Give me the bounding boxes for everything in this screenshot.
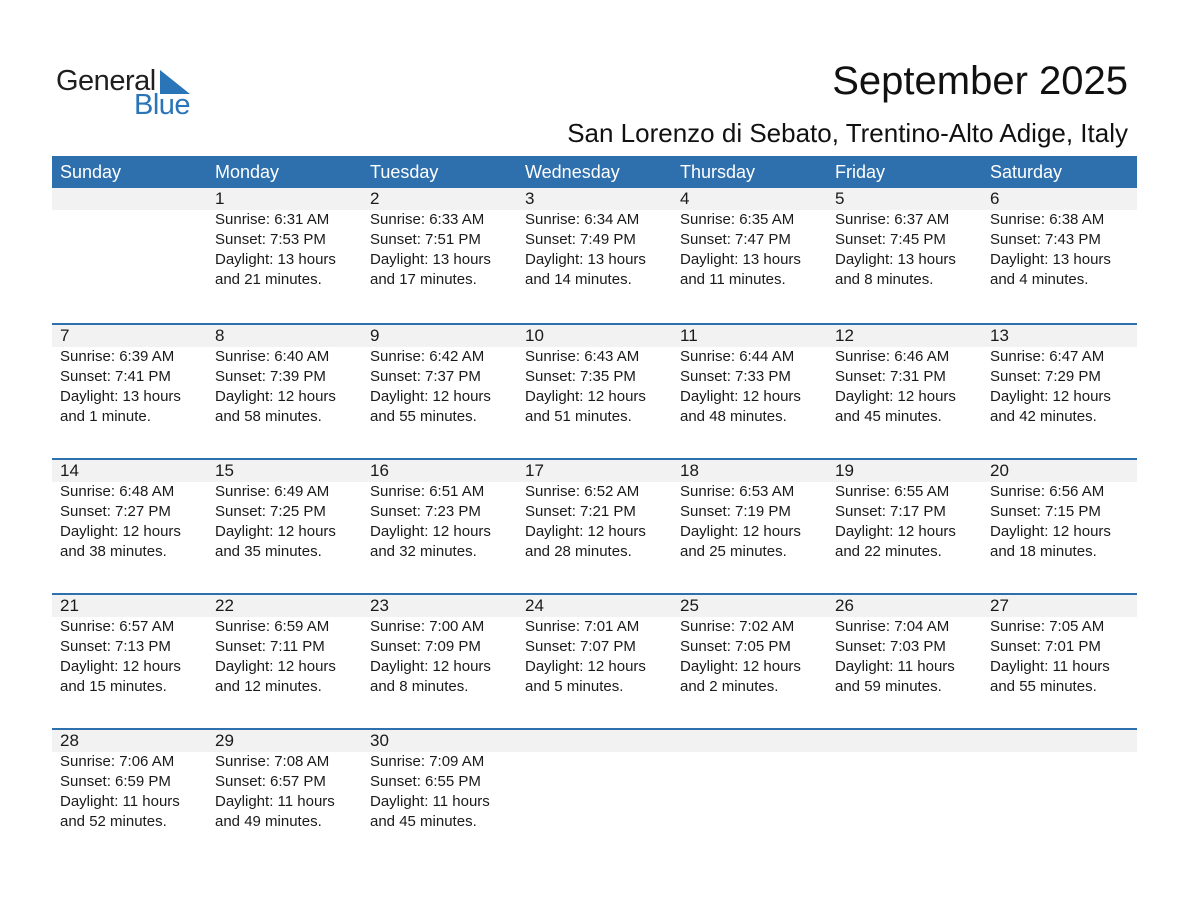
day-cell [517,460,672,562]
sunset-text: Sunset: 7:47 PM [680,231,791,248]
weekday-wednesday: Wednesday [525,162,620,182]
daylight-text: Daylight: 12 hours [835,523,956,540]
empty-day-cell [672,730,827,832]
day-number: 13 [990,326,1009,345]
sunset-text: Sunset: 7:43 PM [990,231,1101,248]
weekday-monday: Monday [215,162,280,182]
day-number: 8 [215,326,225,345]
day-cell [982,188,1137,290]
daylight-text: Daylight: 12 hours [525,388,646,405]
day-cell [517,595,672,697]
sunrise-text: Sunrise: 6:33 AM [370,211,485,228]
daylight-text: Daylight: 12 hours [990,388,1111,405]
daylight-minutes-text: and 45 minutes. [835,408,942,425]
day-cell [52,460,207,562]
daylight-text: Daylight: 12 hours [215,658,336,675]
daylight-text: Daylight: 12 hours [370,523,491,540]
day-cell [982,325,1137,427]
daylight-minutes-text: and 51 minutes. [525,408,632,425]
location-subtitle: San Lorenzo di Sebato, Trentino-Alto Adige, Italy [567,118,1128,148]
day-number: 12 [835,326,854,345]
daylight-text: Daylight: 11 hours [215,793,335,810]
day-number: 17 [525,461,544,480]
sunset-text: Sunset: 7:13 PM [60,638,171,655]
daylight-minutes-text: and 35 minutes. [215,543,322,560]
day-number: 5 [835,189,845,208]
daylight-minutes-text: and 59 minutes. [835,678,942,695]
daylight-minutes-text: and 52 minutes. [60,813,167,830]
week-cells [52,730,1137,832]
daylight-text: Daylight: 11 hours [990,658,1110,675]
sunset-text: Sunset: 7:25 PM [215,503,326,520]
sunset-text: Sunset: 7:09 PM [370,638,481,655]
daylight-text: Daylight: 12 hours [525,658,646,675]
weekday-sunday: Sunday [60,162,122,182]
daylight-minutes-text: and 8 minutes. [835,271,934,288]
daylight-minutes-text: and 45 minutes. [370,813,477,830]
empty-day-cell [52,188,207,290]
sunset-text: Sunset: 7:17 PM [835,503,946,520]
daylight-text: Daylight: 13 hours [370,251,491,268]
sunset-text: Sunset: 6:59 PM [60,773,171,790]
sunrise-text: Sunrise: 7:04 AM [835,618,950,635]
daylight-text: Daylight: 12 hours [60,523,181,540]
daylight-text: Daylight: 12 hours [990,523,1111,540]
sunrise-text: Sunrise: 6:47 AM [990,348,1105,365]
day-number: 24 [525,596,544,615]
daylight-minutes-text: and 21 minutes. [215,271,322,288]
sunrise-text: Sunrise: 6:40 AM [215,348,330,365]
daylight-minutes-text: and 8 minutes. [370,678,469,695]
day-number: 15 [215,461,234,480]
sunrise-text: Sunrise: 6:52 AM [525,483,640,500]
day-cell [207,188,362,290]
sunrise-text: Sunrise: 6:56 AM [990,483,1105,500]
day-number: 18 [680,461,699,480]
sunrise-text: Sunrise: 6:51 AM [370,483,485,500]
sunrise-text: Sunrise: 7:08 AM [215,753,330,770]
day-number: 19 [835,461,854,480]
sunset-text: Sunset: 7:51 PM [370,231,481,248]
day-number: 27 [990,596,1009,615]
day-cell [52,325,207,427]
day-cell [672,460,827,562]
daylight-minutes-text: and 28 minutes. [525,543,632,560]
daylight-minutes-text: and 38 minutes. [60,543,167,560]
daylight-minutes-text: and 32 minutes. [370,543,477,560]
logo-word-blue: Blue [134,89,191,121]
daylight-minutes-text: and 14 minutes. [525,271,632,288]
daylight-text: Daylight: 12 hours [215,388,336,405]
week-row [52,323,1137,458]
weekday-tuesday: Tuesday [370,162,439,182]
week-row [52,593,1137,728]
empty-day-cell [827,730,982,832]
weekday-thursday: Thursday [680,162,756,182]
day-number: 22 [215,596,234,615]
sunset-text: Sunset: 7:03 PM [835,638,946,655]
sunrise-text: Sunrise: 6:43 AM [525,348,640,365]
week-row [52,458,1137,593]
sunset-text: Sunset: 7:29 PM [990,368,1101,385]
empty-day-cell [517,730,672,832]
day-number: 26 [835,596,854,615]
week-row [52,188,1137,323]
sunrise-text: Sunrise: 7:01 AM [525,618,640,635]
day-cell [982,595,1137,697]
sunrise-text: Sunrise: 6:59 AM [215,618,330,635]
sunrise-text: Sunrise: 6:57 AM [60,618,175,635]
day-number: 3 [525,189,535,208]
sunrise-text: Sunrise: 7:00 AM [370,618,485,635]
sunset-text: Sunset: 7:53 PM [215,231,326,248]
day-number: 11 [680,326,698,345]
sunset-text: Sunset: 7:21 PM [525,503,636,520]
daylight-minutes-text: and 2 minutes. [680,678,779,695]
weekday-saturday: Saturday [990,162,1063,182]
day-number: 21 [60,596,79,615]
day-cell [672,595,827,697]
sunrise-text: Sunrise: 7:06 AM [60,753,175,770]
day-cell [672,188,827,290]
daylight-minutes-text: and 55 minutes. [990,678,1097,695]
sunset-text: Sunset: 7:45 PM [835,231,946,248]
daylight-text: Daylight: 13 hours [60,388,181,405]
day-cell [52,730,207,832]
sunset-text: Sunset: 7:23 PM [370,503,481,520]
day-cell [827,595,982,697]
week-cells [52,595,1137,697]
week-row [52,728,1137,863]
daylight-minutes-text: and 49 minutes. [215,813,322,830]
daylight-minutes-text: and 18 minutes. [990,543,1097,560]
calendar-weeks [52,188,1137,863]
daylight-minutes-text: and 1 minute. [60,408,151,425]
daylight-text: Daylight: 12 hours [680,523,801,540]
sunrise-text: Sunrise: 7:02 AM [680,618,795,635]
daylight-minutes-text: and 22 minutes. [835,543,942,560]
sunset-text: Sunset: 7:31 PM [835,368,946,385]
sunset-text: Sunset: 7:39 PM [215,368,326,385]
sunrise-text: Sunrise: 6:34 AM [525,211,640,228]
day-cell [827,325,982,427]
sunset-text: Sunset: 6:55 PM [370,773,481,790]
day-cell [362,730,517,832]
sunrise-text: Sunrise: 6:44 AM [680,348,795,365]
day-number: 10 [525,326,544,345]
day-number: 28 [60,731,79,750]
sunrise-text: Sunrise: 6:48 AM [60,483,175,500]
sunrise-text: Sunrise: 7:09 AM [370,753,485,770]
sunrise-text: Sunrise: 6:37 AM [835,211,950,228]
daylight-text: Daylight: 13 hours [680,251,801,268]
day-cell [52,595,207,697]
daylight-minutes-text: and 12 minutes. [215,678,322,695]
daylight-text: Daylight: 12 hours [215,523,336,540]
sunrise-text: Sunrise: 6:46 AM [835,348,950,365]
sunset-text: Sunset: 7:07 PM [525,638,636,655]
sunset-text: Sunset: 7:33 PM [680,368,791,385]
daylight-minutes-text: and 48 minutes. [680,408,787,425]
daylight-text: Daylight: 12 hours [835,388,956,405]
sunset-text: Sunset: 7:19 PM [680,503,791,520]
daylight-text: Daylight: 11 hours [60,793,180,810]
daylight-minutes-text: and 17 minutes. [370,271,477,288]
calendar [52,156,1137,863]
daylight-text: Daylight: 12 hours [370,388,491,405]
day-number: 7 [60,326,70,345]
sunset-text: Sunset: 7:27 PM [60,503,171,520]
daylight-minutes-text: and 25 minutes. [680,543,787,560]
day-number: 20 [990,461,1009,480]
logo [56,64,196,120]
empty-day-cell [982,730,1137,832]
day-number: 16 [370,461,389,480]
sunset-text: Sunset: 7:41 PM [60,368,171,385]
day-number: 23 [370,596,389,615]
day-cell [362,460,517,562]
day-cell [362,325,517,427]
daylight-minutes-text: and 55 minutes. [370,408,477,425]
week-cells [52,460,1137,562]
sunrise-text: Sunrise: 6:53 AM [680,483,795,500]
sunrise-text: Sunrise: 6:42 AM [370,348,485,365]
sunset-text: Sunset: 7:15 PM [990,503,1101,520]
day-cell [517,188,672,290]
sunrise-text: Sunrise: 6:35 AM [680,211,795,228]
day-cell [362,188,517,290]
day-number: 25 [680,596,699,615]
day-number: 4 [680,189,690,208]
daylight-text: Daylight: 12 hours [60,658,181,675]
week-cells [52,188,1137,290]
day-cell [517,325,672,427]
daylight-minutes-text: and 58 minutes. [215,408,322,425]
sunrise-text: Sunrise: 6:55 AM [835,483,950,500]
daylight-text: Daylight: 12 hours [370,658,491,675]
sunset-text: Sunset: 7:37 PM [370,368,481,385]
day-cell [827,188,982,290]
weekday-friday: Friday [835,162,886,182]
day-number: 2 [370,189,380,208]
day-cell [207,595,362,697]
daylight-text: Daylight: 11 hours [835,658,955,675]
sunset-text: Sunset: 7:05 PM [680,638,791,655]
sunrise-text: Sunrise: 6:39 AM [60,348,175,365]
daylight-text: Daylight: 13 hours [990,251,1111,268]
daylight-text: Daylight: 13 hours [215,251,336,268]
day-number: 30 [370,731,389,750]
daylight-text: Daylight: 13 hours [835,251,956,268]
logo-word-general: General [56,65,156,97]
sunset-text: Sunset: 7:35 PM [525,368,636,385]
day-number: 29 [215,731,234,750]
daylight-text: Daylight: 11 hours [370,793,490,810]
day-cell [982,460,1137,562]
day-cell [672,325,827,427]
sunset-text: Sunset: 7:01 PM [990,638,1101,655]
daylight-text: Daylight: 12 hours [680,388,801,405]
sunset-text: Sunset: 6:57 PM [215,773,326,790]
daylight-minutes-text: and 4 minutes. [990,271,1089,288]
sunset-text: Sunset: 7:49 PM [525,231,636,248]
weekday-header [52,156,1137,188]
day-number: 14 [60,461,79,480]
day-number: 9 [370,326,380,345]
day-number: 6 [990,189,1000,208]
sunrise-text: Sunrise: 6:38 AM [990,211,1105,228]
day-cell [207,460,362,562]
daylight-text: Daylight: 12 hours [680,658,801,675]
day-cell [362,595,517,697]
daylight-minutes-text: and 15 minutes. [60,678,167,695]
daylight-text: Daylight: 13 hours [525,251,646,268]
daylight-text: Daylight: 12 hours [525,523,646,540]
sunrise-text: Sunrise: 6:49 AM [215,483,330,500]
daylight-minutes-text: and 42 minutes. [990,408,1097,425]
week-cells [52,325,1137,427]
sunset-text: Sunset: 7:11 PM [215,638,325,655]
day-cell [207,325,362,427]
page-title: September 2025 [832,59,1128,103]
day-number: 1 [215,189,225,208]
daylight-minutes-text: and 11 minutes. [680,271,786,288]
daylight-minutes-text: and 5 minutes. [525,678,624,695]
sunrise-text: Sunrise: 6:31 AM [215,211,330,228]
day-cell [827,460,982,562]
day-cell [207,730,362,832]
sunrise-text: Sunrise: 7:05 AM [990,618,1105,635]
